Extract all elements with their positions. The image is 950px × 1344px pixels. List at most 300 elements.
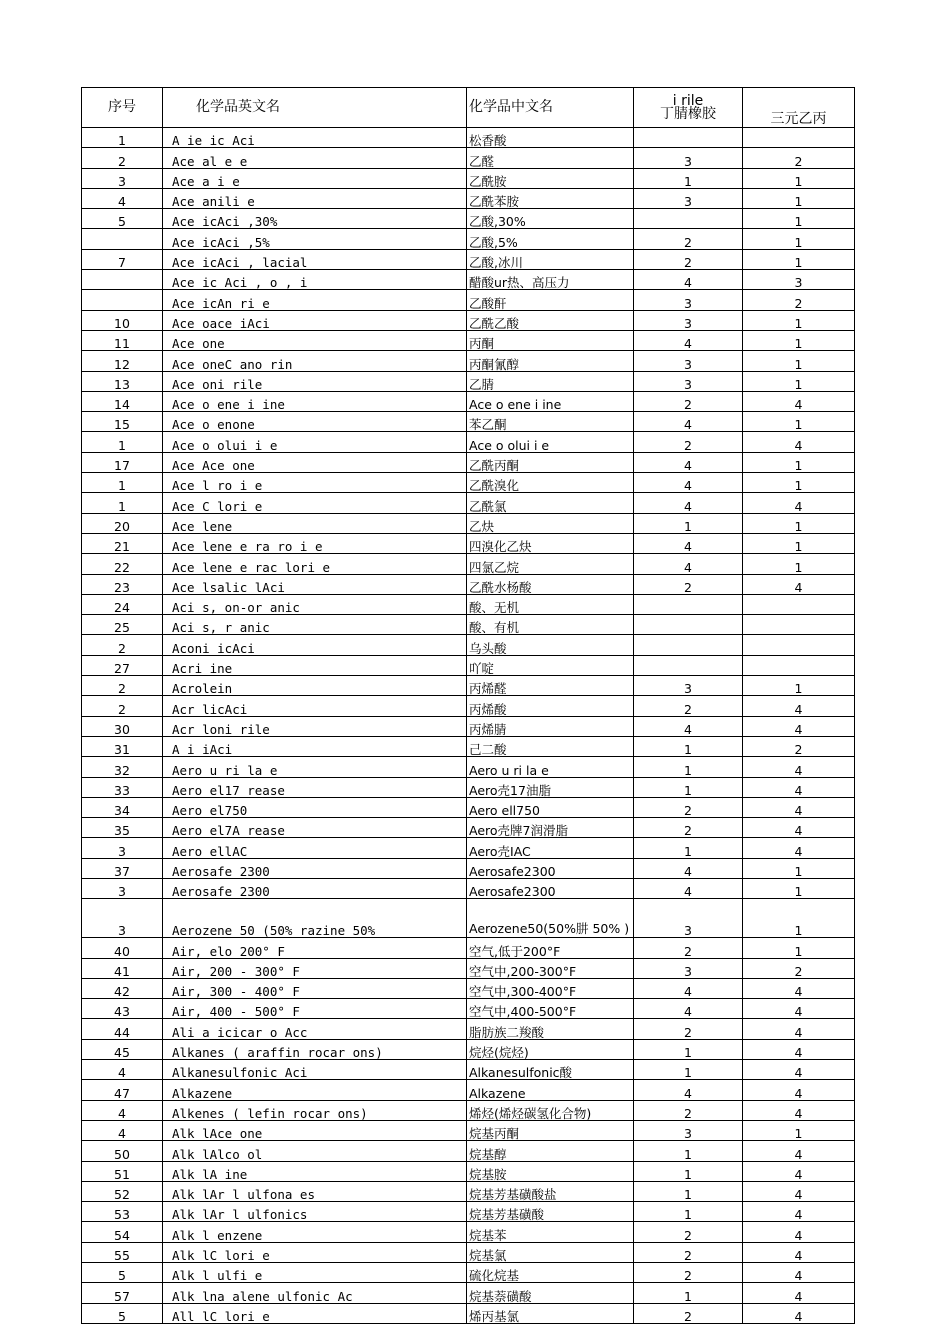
- cell-english-name: Alk l enzene: [163, 1222, 467, 1242]
- cell-chinese-name: 丙酮: [467, 330, 634, 350]
- cell-chinese-name: 烷基胺: [467, 1161, 634, 1181]
- cell-serial-number: 33: [82, 777, 163, 797]
- cell-chinese-name: 烯丙基氯: [467, 1303, 634, 1323]
- cell-chinese-name: 乙酰氯: [467, 493, 634, 513]
- table-header: [82, 88, 855, 128]
- cell-chinese-name: 烷基芳基磺酸: [467, 1202, 634, 1222]
- cell-epdm-rating: 1: [743, 513, 855, 533]
- table-row: [82, 1161, 855, 1181]
- cell-serial-number: 27: [82, 655, 163, 675]
- cell-serial-number: [82, 229, 163, 249]
- cell-epdm-rating: 4: [743, 1283, 855, 1303]
- cell-english-name: Alkanesulfonic Aci: [163, 1060, 467, 1080]
- cell-english-name: Ace icAci , lacial: [163, 249, 467, 269]
- table-row: [82, 452, 855, 472]
- cell-nbr-rating: 3: [634, 351, 743, 371]
- cell-english-name: Ace Ace one: [163, 452, 467, 472]
- cell-serial-number: 3: [82, 838, 163, 858]
- cell-chinese-name: 丙烯酸: [467, 696, 634, 716]
- cell-chinese-name: 四溴化乙炔: [467, 533, 634, 553]
- cell-epdm-rating: 4: [743, 797, 855, 817]
- cell-serial-number: 41: [82, 958, 163, 978]
- cell-chinese-name: Aerosafe2300: [467, 858, 634, 878]
- cell-epdm-rating: [743, 594, 855, 614]
- cell-nbr-rating: 2: [634, 938, 743, 958]
- table-row: [82, 1039, 855, 1059]
- cell-nbr-rating: 3: [634, 371, 743, 391]
- cell-serial-number: 34: [82, 797, 163, 817]
- cell-serial-number: 30: [82, 716, 163, 736]
- cell-nbr-rating: 2: [634, 797, 743, 817]
- cell-english-name: Aconi icAci: [163, 635, 467, 655]
- cell-chinese-name: 苯乙酮: [467, 412, 634, 432]
- cell-nbr-rating: 4: [634, 554, 743, 574]
- table-row: [82, 999, 855, 1019]
- cell-chinese-name: 丙烯醛: [467, 676, 634, 696]
- cell-english-name: Ace o ene i ine: [163, 391, 467, 411]
- cell-serial-number: 4: [82, 1120, 163, 1140]
- cell-epdm-rating: 4: [743, 1039, 855, 1059]
- cell-nbr-rating: 4: [634, 412, 743, 432]
- cell-epdm-rating: 4: [743, 1019, 855, 1039]
- table-row: [82, 635, 855, 655]
- table-row: [82, 878, 855, 898]
- cell-nbr-rating: 4: [634, 330, 743, 350]
- cell-serial-number: 42: [82, 978, 163, 998]
- table-row: [82, 1080, 855, 1100]
- cell-epdm-rating: [743, 655, 855, 675]
- table-row: [82, 432, 855, 452]
- header-nbr-english: i rile: [672, 92, 704, 109]
- cell-chinese-name: Ace o olui i e: [467, 432, 634, 452]
- cell-nbr-rating: 2: [634, 1100, 743, 1120]
- cell-nbr-rating: 1: [634, 1283, 743, 1303]
- table-row: [82, 554, 855, 574]
- cell-english-name: Ace lene e ra ro i e: [163, 533, 467, 553]
- cell-chinese-name: 空气中,300-400°F: [467, 978, 634, 998]
- cell-serial-number: 45: [82, 1039, 163, 1059]
- cell-epdm-rating: 4: [743, 391, 855, 411]
- cell-english-name: Aerosafe 2300: [163, 858, 467, 878]
- table-row: [82, 533, 855, 553]
- cell-english-name: Ace ic Aci , o , i: [163, 270, 467, 290]
- cell-english-name: Alk lA ine: [163, 1161, 467, 1181]
- table-row: [82, 209, 855, 229]
- table-row: [82, 229, 855, 249]
- cell-epdm-rating: 1: [743, 1120, 855, 1140]
- table-row: [82, 270, 855, 290]
- cell-english-name: All lC lori e: [163, 1303, 467, 1323]
- cell-chinese-name: Alkanesulfonic酸: [467, 1060, 634, 1080]
- cell-epdm-rating: 4: [743, 716, 855, 736]
- cell-epdm-rating: 4: [743, 696, 855, 716]
- cell-english-name: Alk lna alene ulfonic Ac: [163, 1283, 467, 1303]
- cell-serial-number: 5: [82, 1303, 163, 1323]
- cell-nbr-rating: 4: [634, 533, 743, 553]
- cell-serial-number: 5: [82, 209, 163, 229]
- header-epdm: 三元乙丙: [743, 88, 855, 128]
- cell-serial-number: 21: [82, 533, 163, 553]
- cell-serial-number: 3: [82, 899, 163, 938]
- cell-english-name: Aero el750: [163, 797, 467, 817]
- cell-serial-number: 55: [82, 1242, 163, 1262]
- cell-chinese-name: Aerosafe2300: [467, 878, 634, 898]
- cell-chinese-name: 酸、有机: [467, 615, 634, 635]
- cell-english-name: Alk lAr l ulfona es: [163, 1181, 467, 1201]
- cell-nbr-rating: 2: [634, 1263, 743, 1283]
- cell-serial-number: 7: [82, 249, 163, 269]
- cell-serial-number: 3: [82, 168, 163, 188]
- cell-nbr-rating: 2: [634, 1222, 743, 1242]
- cell-english-name: Alkenes ( lefin rocar ons): [163, 1100, 467, 1120]
- cell-chinese-name: 乙腈: [467, 371, 634, 391]
- cell-nbr-rating: 1: [634, 736, 743, 756]
- cell-serial-number: 54: [82, 1222, 163, 1242]
- cell-english-name: Alk lAlco ol: [163, 1141, 467, 1161]
- cell-serial-number: 2: [82, 635, 163, 655]
- cell-nbr-rating: 2: [634, 1303, 743, 1323]
- table-row: [82, 1100, 855, 1120]
- cell-epdm-rating: 4: [743, 1242, 855, 1262]
- cell-serial-number: 1: [82, 128, 163, 148]
- cell-english-name: Ace l ro i e: [163, 473, 467, 493]
- cell-serial-number: 23: [82, 574, 163, 594]
- cell-serial-number: 4: [82, 1060, 163, 1080]
- cell-epdm-rating: 1: [743, 554, 855, 574]
- table-row: [82, 330, 855, 350]
- cell-nbr-rating: 4: [634, 1080, 743, 1100]
- cell-nbr-rating: 3: [634, 958, 743, 978]
- cell-english-name: Ace lene e rac lori e: [163, 554, 467, 574]
- cell-epdm-rating: 1: [743, 412, 855, 432]
- cell-epdm-rating: 4: [743, 757, 855, 777]
- table-row: [82, 757, 855, 777]
- cell-serial-number: 2: [82, 696, 163, 716]
- cell-epdm-rating: 4: [743, 1263, 855, 1283]
- cell-english-name: Ace oni rile: [163, 371, 467, 391]
- cell-serial-number: 25: [82, 615, 163, 635]
- cell-serial-number: 50: [82, 1141, 163, 1161]
- cell-nbr-rating: 4: [634, 270, 743, 290]
- cell-nbr-rating: [634, 209, 743, 229]
- cell-english-name: Ace a i e: [163, 168, 467, 188]
- table-row: [82, 797, 855, 817]
- cell-english-name: Ali a icicar o Acc: [163, 1019, 467, 1039]
- table-row: [82, 1303, 855, 1323]
- cell-english-name: Ace icAn ri e: [163, 290, 467, 310]
- cell-nbr-rating: 2: [634, 249, 743, 269]
- cell-nbr-rating: 3: [634, 188, 743, 208]
- cell-epdm-rating: 4: [743, 1060, 855, 1080]
- table-row: [82, 473, 855, 493]
- cell-chinese-name: 松香酸: [467, 128, 634, 148]
- cell-nbr-rating: [634, 128, 743, 148]
- cell-chinese-name: Aero壳17油脂: [467, 777, 634, 797]
- cell-english-name: Aci s, on-or anic: [163, 594, 467, 614]
- cell-serial-number: 14: [82, 391, 163, 411]
- table-row: [82, 696, 855, 716]
- header-nbr-chinese: 丁腈橡胶: [660, 105, 716, 122]
- cell-serial-number: 1: [82, 432, 163, 452]
- cell-nbr-rating: 1: [634, 1181, 743, 1201]
- cell-english-name: Air, 400 - 500° F: [163, 999, 467, 1019]
- cell-nbr-rating: [634, 615, 743, 635]
- cell-chinese-name: 丙酮氰醇: [467, 351, 634, 371]
- cell-serial-number: 11: [82, 330, 163, 350]
- cell-nbr-rating: 1: [634, 513, 743, 533]
- table-row: [82, 371, 855, 391]
- table-row: [82, 818, 855, 838]
- table-row: [82, 777, 855, 797]
- header-nbr: [634, 88, 743, 128]
- cell-chinese-name: 乙酸,5%: [467, 229, 634, 249]
- cell-nbr-rating: 1: [634, 777, 743, 797]
- cell-chinese-name: 酸、无机: [467, 594, 634, 614]
- cell-epdm-rating: 1: [743, 330, 855, 350]
- table-row: [82, 938, 855, 958]
- cell-english-name: Air, 300 - 400° F: [163, 978, 467, 998]
- cell-english-name: Acrolein: [163, 676, 467, 696]
- cell-chinese-name: 四氯乙烷: [467, 554, 634, 574]
- table-row: [82, 574, 855, 594]
- table-row: [82, 1263, 855, 1283]
- cell-nbr-rating: 4: [634, 878, 743, 898]
- table-row: [82, 594, 855, 614]
- cell-serial-number: 57: [82, 1283, 163, 1303]
- cell-english-name: Alkanes ( araffin rocar ons): [163, 1039, 467, 1059]
- cell-nbr-rating: 4: [634, 978, 743, 998]
- cell-epdm-rating: 1: [743, 858, 855, 878]
- table-row: [82, 655, 855, 675]
- cell-epdm-rating: 2: [743, 736, 855, 756]
- cell-epdm-rating: [743, 635, 855, 655]
- cell-serial-number: 32: [82, 757, 163, 777]
- cell-nbr-rating: 3: [634, 310, 743, 330]
- table-row: [82, 858, 855, 878]
- cell-chinese-name: 乙酰溴化: [467, 473, 634, 493]
- cell-chinese-name: 乙酸,冰川: [467, 249, 634, 269]
- cell-epdm-rating: 1: [743, 209, 855, 229]
- cell-serial-number: 43: [82, 999, 163, 1019]
- cell-serial-number: 15: [82, 412, 163, 432]
- cell-chinese-name: 烷基芳基磺酸盐: [467, 1181, 634, 1201]
- cell-chinese-name: 空气,低于200°F: [467, 938, 634, 958]
- cell-nbr-rating: 1: [634, 1060, 743, 1080]
- cell-serial-number: 4: [82, 188, 163, 208]
- cell-epdm-rating: 4: [743, 432, 855, 452]
- cell-nbr-rating: 2: [634, 696, 743, 716]
- cell-nbr-rating: 4: [634, 452, 743, 472]
- cell-epdm-rating: 4: [743, 1202, 855, 1222]
- cell-chinese-name: 乌头酸: [467, 635, 634, 655]
- table-row: [82, 1202, 855, 1222]
- cell-chinese-name: Ace o ene i ine: [467, 391, 634, 411]
- cell-chinese-name: 乙酸酐: [467, 290, 634, 310]
- cell-english-name: Aci s, r anic: [163, 615, 467, 635]
- table-row: [82, 513, 855, 533]
- table-row: [82, 1283, 855, 1303]
- cell-serial-number: 5: [82, 1263, 163, 1283]
- cell-english-name: Ace C lori e: [163, 493, 467, 513]
- cell-epdm-rating: 1: [743, 452, 855, 472]
- cell-nbr-rating: 4: [634, 493, 743, 513]
- cell-nbr-rating: 4: [634, 858, 743, 878]
- cell-english-name: Ace icAci ,30%: [163, 209, 467, 229]
- table-row: [82, 168, 855, 188]
- cell-serial-number: 2: [82, 676, 163, 696]
- cell-english-name: Aero u ri la e: [163, 757, 467, 777]
- cell-english-name: Alk lAce one: [163, 1120, 467, 1140]
- header-serial-number: 序号: [82, 88, 163, 128]
- cell-epdm-rating: 4: [743, 1181, 855, 1201]
- table-row: [82, 838, 855, 858]
- cell-serial-number: 22: [82, 554, 163, 574]
- cell-serial-number: 13: [82, 371, 163, 391]
- cell-chinese-name: Aero u ri la e: [467, 757, 634, 777]
- cell-serial-number: [82, 270, 163, 290]
- cell-epdm-rating: 1: [743, 899, 855, 938]
- cell-epdm-rating: 2: [743, 958, 855, 978]
- cell-chinese-name: 烷基苯: [467, 1222, 634, 1242]
- cell-epdm-rating: 1: [743, 878, 855, 898]
- cell-english-name: Aerozene 50 (50% razine 50%: [163, 899, 467, 938]
- cell-epdm-rating: 1: [743, 473, 855, 493]
- cell-english-name: Alkazene: [163, 1080, 467, 1100]
- cell-serial-number: 37: [82, 858, 163, 878]
- cell-english-name: Ace icAci ,5%: [163, 229, 467, 249]
- cell-english-name: Alk lC lori e: [163, 1242, 467, 1262]
- cell-nbr-rating: 1: [634, 1039, 743, 1059]
- cell-chinese-name: 丙烯腈: [467, 716, 634, 736]
- cell-chinese-name: 烷基丙酮: [467, 1120, 634, 1140]
- cell-serial-number: 31: [82, 736, 163, 756]
- cell-serial-number: 1: [82, 473, 163, 493]
- cell-chinese-name: 烷基醇: [467, 1141, 634, 1161]
- cell-english-name: Ace al e e: [163, 148, 467, 168]
- cell-chinese-name: 乙醛: [467, 148, 634, 168]
- cell-english-name: Ace lene: [163, 513, 467, 533]
- cell-nbr-rating: 3: [634, 676, 743, 696]
- cell-nbr-rating: 2: [634, 229, 743, 249]
- cell-nbr-rating: 1: [634, 1202, 743, 1222]
- cell-serial-number: 52: [82, 1181, 163, 1201]
- cell-chinese-name: 乙酰丙酮: [467, 452, 634, 472]
- cell-nbr-rating: 2: [634, 1242, 743, 1262]
- cell-serial-number: 10: [82, 310, 163, 330]
- cell-nbr-rating: 1: [634, 1161, 743, 1181]
- cell-chinese-name: 乙酸,30%: [467, 209, 634, 229]
- cell-english-name: A i iAci: [163, 736, 467, 756]
- cell-epdm-rating: 1: [743, 371, 855, 391]
- cell-serial-number: 44: [82, 1019, 163, 1039]
- cell-epdm-rating: 1: [743, 676, 855, 696]
- cell-epdm-rating: 4: [743, 493, 855, 513]
- table-row: [82, 1222, 855, 1242]
- table-row: [82, 290, 855, 310]
- table-row: [82, 188, 855, 208]
- cell-chinese-name: 乙酰水杨酸: [467, 574, 634, 594]
- cell-chinese-name: 脂肪族二羧酸: [467, 1019, 634, 1039]
- cell-epdm-rating: 1: [743, 938, 855, 958]
- cell-epdm-rating: 4: [743, 1222, 855, 1242]
- cell-chinese-name: Aerozene50(50%肼 50% ): [467, 899, 634, 938]
- cell-epdm-rating: 2: [743, 290, 855, 310]
- cell-english-name: Acr loni rile: [163, 716, 467, 736]
- cell-chinese-name: 烷烃(烷烃): [467, 1039, 634, 1059]
- table-row: [82, 736, 855, 756]
- cell-serial-number: 17: [82, 452, 163, 472]
- cell-epdm-rating: 4: [743, 999, 855, 1019]
- cell-epdm-rating: [743, 615, 855, 635]
- cell-epdm-rating: 4: [743, 1161, 855, 1181]
- cell-chinese-name: 乙酰苯胺: [467, 188, 634, 208]
- cell-english-name: Air, 200 - 300° F: [163, 958, 467, 978]
- cell-english-name: Ace anili e: [163, 188, 467, 208]
- cell-nbr-rating: 2: [634, 818, 743, 838]
- cell-epdm-rating: 1: [743, 351, 855, 371]
- cell-nbr-rating: 2: [634, 432, 743, 452]
- cell-chinese-name: Aero壳IAC: [467, 838, 634, 858]
- cell-english-name: Ace o enone: [163, 412, 467, 432]
- table-row: [82, 978, 855, 998]
- cell-epdm-rating: [743, 128, 855, 148]
- chemical-compatibility-table: [81, 87, 855, 1324]
- cell-english-name: Aerosafe 2300: [163, 878, 467, 898]
- cell-chinese-name: 烯烃(烯烃碳氢化合物): [467, 1100, 634, 1120]
- cell-nbr-rating: 3: [634, 290, 743, 310]
- cell-nbr-rating: 1: [634, 838, 743, 858]
- table-row: [82, 391, 855, 411]
- cell-chinese-name: 烷基萘磺酸: [467, 1283, 634, 1303]
- cell-chinese-name: 乙酰胺: [467, 168, 634, 188]
- cell-serial-number: 53: [82, 1202, 163, 1222]
- cell-chinese-name: Aero ell750: [467, 797, 634, 817]
- cell-nbr-rating: 2: [634, 574, 743, 594]
- cell-nbr-rating: [634, 594, 743, 614]
- table-row: [82, 1141, 855, 1161]
- table-row: [82, 1181, 855, 1201]
- table-row: [82, 128, 855, 148]
- cell-chinese-name: 烷基氯: [467, 1242, 634, 1262]
- cell-epdm-rating: 3: [743, 270, 855, 290]
- cell-epdm-rating: 1: [743, 249, 855, 269]
- cell-chinese-name: 空气中,200-300°F: [467, 958, 634, 978]
- cell-nbr-rating: 3: [634, 1120, 743, 1140]
- cell-nbr-rating: 3: [634, 899, 743, 938]
- table-row: [82, 1242, 855, 1262]
- cell-serial-number: 35: [82, 818, 163, 838]
- cell-nbr-rating: 4: [634, 473, 743, 493]
- cell-serial-number: 47: [82, 1080, 163, 1100]
- header-english-name: 化学品英文名: [163, 88, 467, 128]
- cell-english-name: Acr licAci: [163, 696, 467, 716]
- table-row: [82, 412, 855, 432]
- cell-nbr-rating: 2: [634, 391, 743, 411]
- cell-chinese-name: 吖啶: [467, 655, 634, 675]
- cell-epdm-rating: 4: [743, 1303, 855, 1323]
- cell-english-name: A ie ic Aci: [163, 128, 467, 148]
- cell-epdm-rating: 1: [743, 168, 855, 188]
- cell-chinese-name: Alkazene: [467, 1080, 634, 1100]
- cell-nbr-rating: 1: [634, 1141, 743, 1161]
- table-row: [82, 148, 855, 168]
- table-row: [82, 676, 855, 696]
- cell-epdm-rating: 4: [743, 838, 855, 858]
- cell-serial-number: 1: [82, 493, 163, 513]
- cell-serial-number: 40: [82, 938, 163, 958]
- cell-english-name: Aero el7A rease: [163, 818, 467, 838]
- cell-nbr-rating: 4: [634, 999, 743, 1019]
